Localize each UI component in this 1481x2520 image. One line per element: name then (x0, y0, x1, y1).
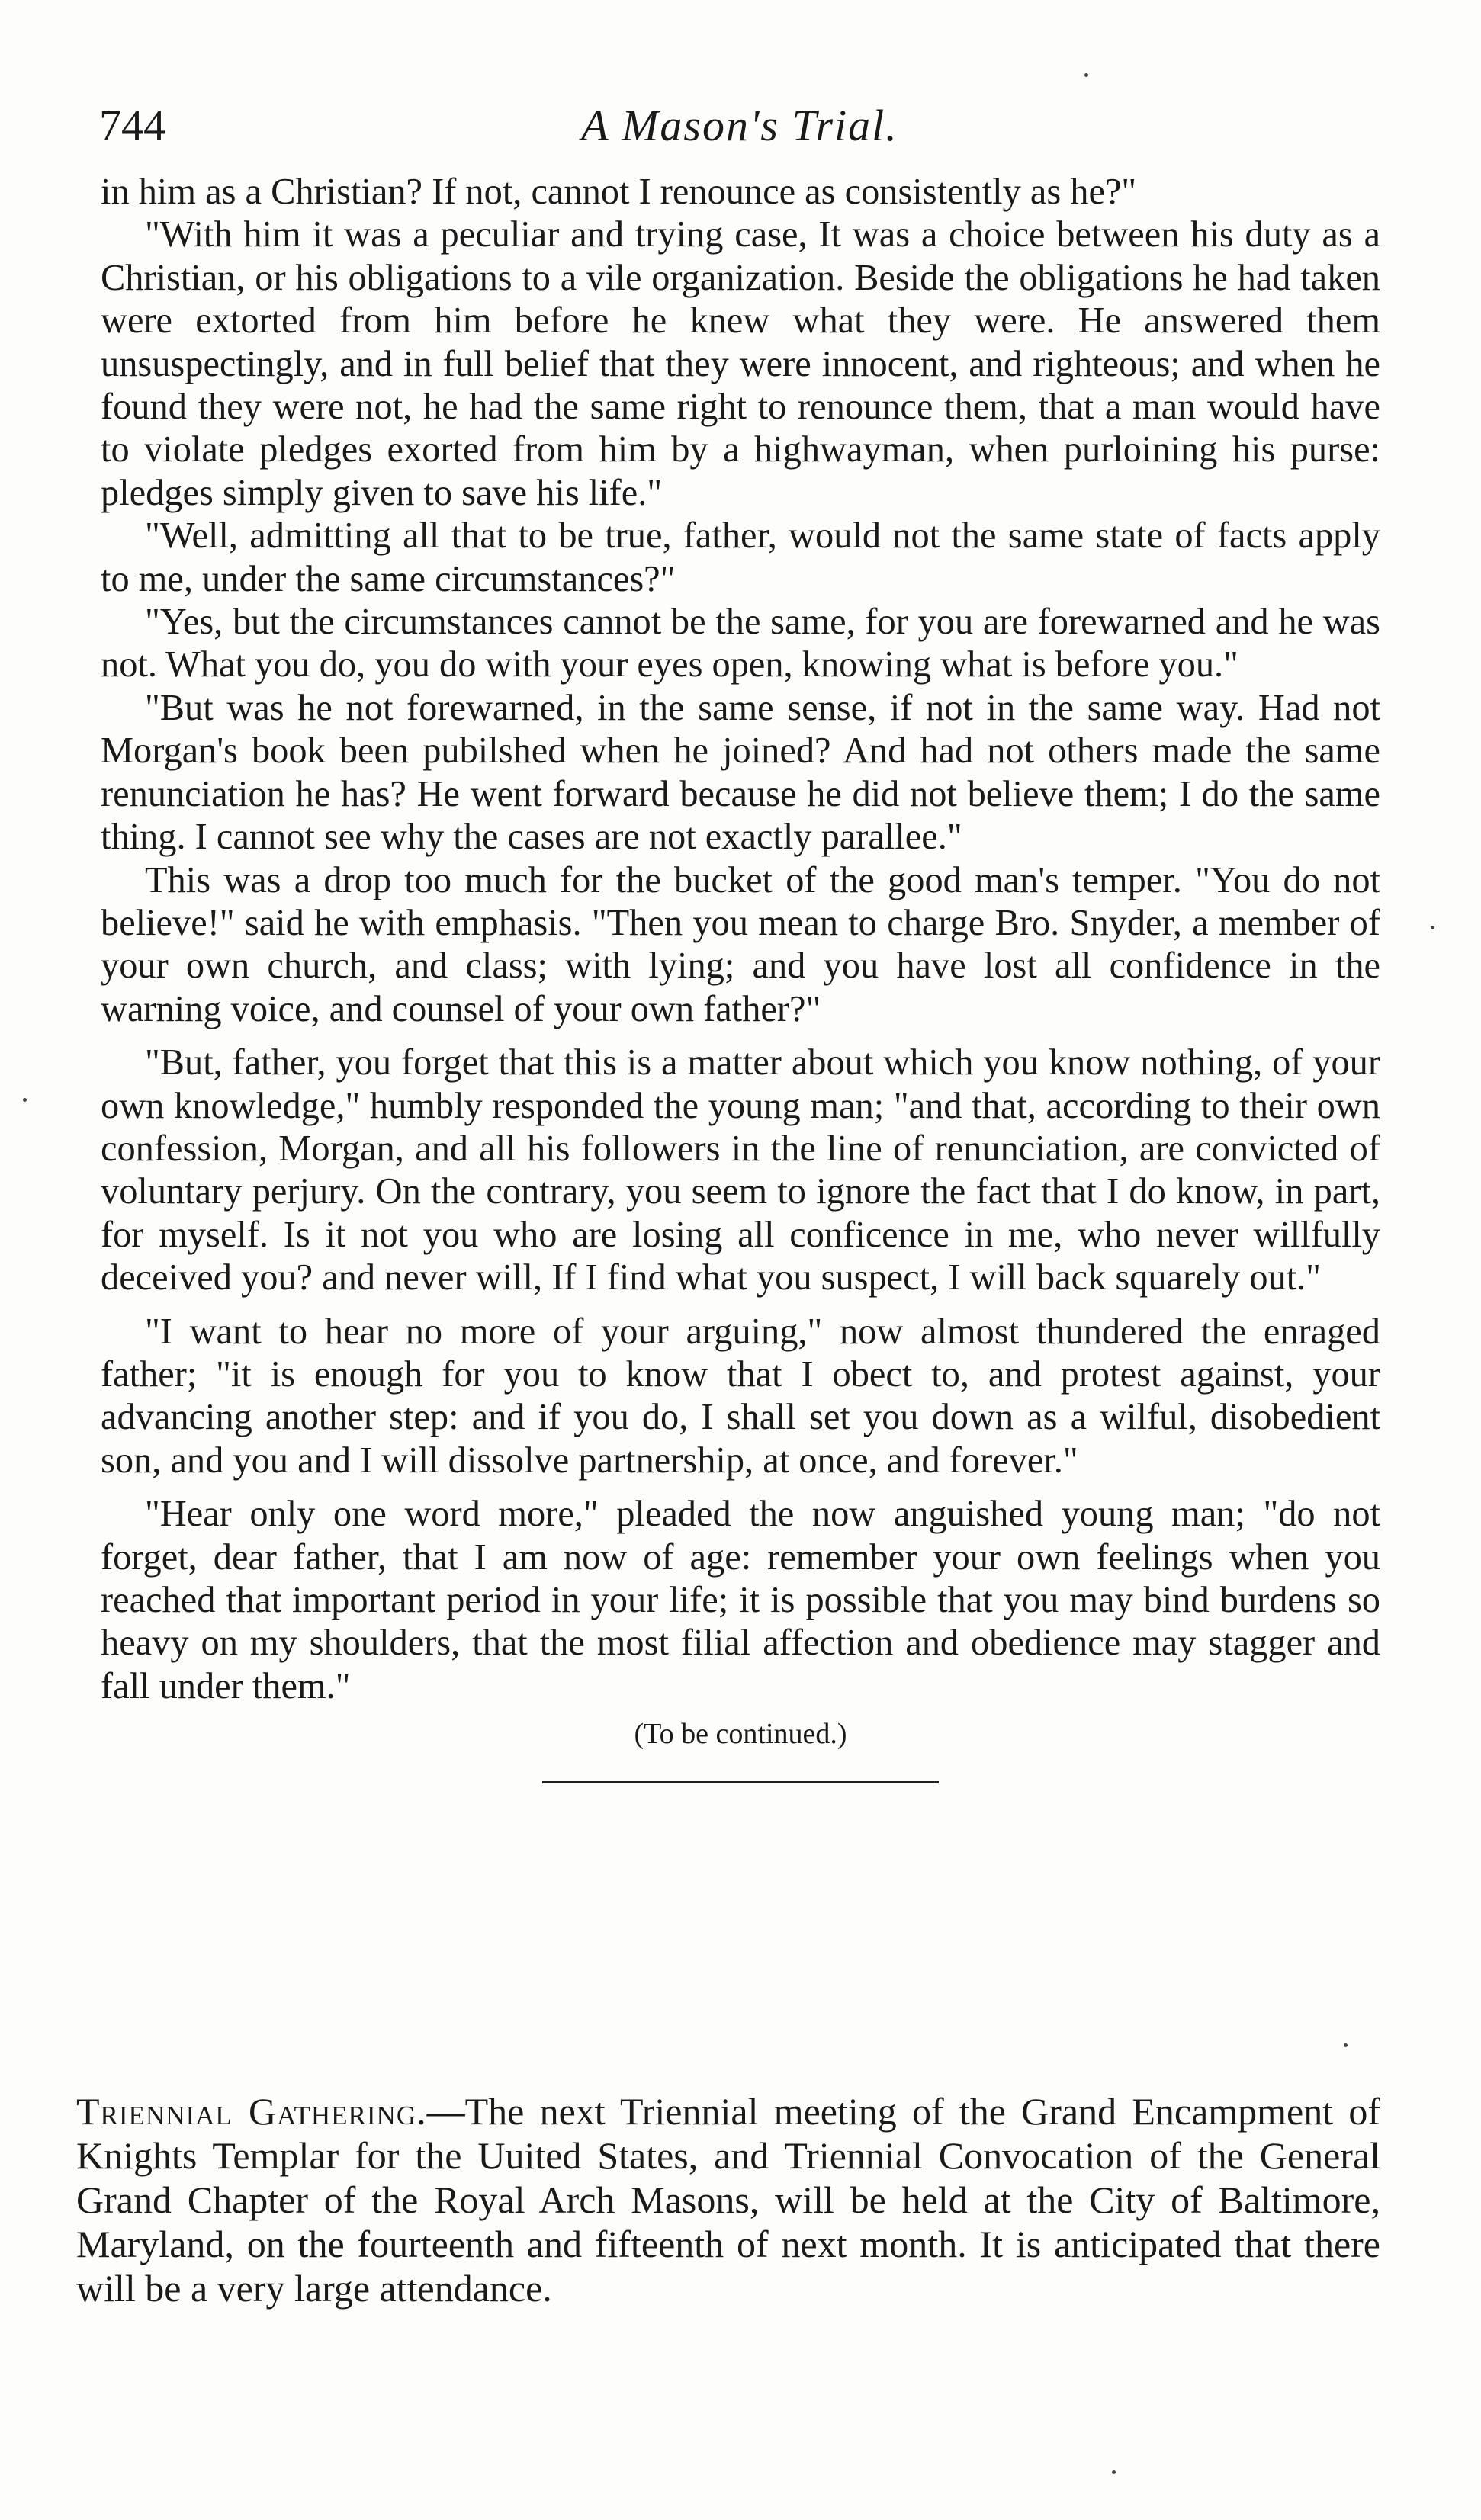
story-paragraph: "Well, admitting all that to be true, father, would not the same state of facts apply to me, under the same circumstances?" (101, 515, 1380, 599)
running-title: A Mason's Trial. (581, 101, 898, 150)
notice-text: —The next Triennial meeting of the Grand Encampment of Knights Templar for the Uuited States, and Triennial Convocation of the General Grand Chapter of the Royal Arch Masons, will be held at the City of Baltimore, Maryland, on the fourteenth and fifteenth of next month. It is anticipated that there will be a very large attendance. (76, 2090, 1380, 2310)
section-divider (542, 1781, 939, 1783)
page-number: 744 (99, 101, 165, 150)
page-header (99, 91, 1380, 160)
story-paragraph: This was a drop too much for the bucket of the good man's temper. "You do not believe!" said he with emphasis. "Then you mean to charge Bro. Snyder, a member of your own church, and class; with lying; and you have lost all confidence in the warning voice, and counsel of your own father?" (101, 859, 1380, 1029)
scan-speck (23, 1098, 27, 1102)
scan-speck (1084, 73, 1088, 77)
story-paragraph: "I want to hear no more of your arguing," now almost thundered the enraged father; "it is enough for you to know that I obect to, and protest against, your advancing another step: and if you do, I shall set you down as a wilful, disobedient son, and you and I will dissolve partnership, at once, and forever." (101, 1311, 1380, 1481)
story-paragraph: in him as a Christian? If not, cannot I renounce as consistently as he?" (101, 172, 1137, 212)
story-paragraph: "Hear only one word more," pleaded the now anguished young man; "do not forget, dear father, that I am now of age: remember your own feelings when you reached that important period in your life; it is possible that you may bind burdens so heavy on my shoulders, that the most filial affection and obedience may stagger and fall under them." (101, 1494, 1380, 1706)
scan-speck (1431, 926, 1434, 929)
triennial-notice (76, 2089, 1380, 2310)
notice-heading: Triennial Gathering. (76, 2090, 427, 2133)
story-paragraph: "But, father, you forget that this is a matter about which you know nothing, of your own knowledge," humbly responded the young man; "and that, according to their own confession, Morgan, and all his followers in the line of renunciation, are convicted of voluntary perjury. On the contrary, you seem to ignore the fact that I do know, in part, for myself. Is it not you who are losing all conficence in me, who never willfully deceived you? and never will, If I find what you suspect, I will back squarely out." (101, 1042, 1380, 1299)
story-paragraph: "Yes, but the circumstances cannot be the same, for you are forewarned and he was not. What you do, you do with your eyes open, knowing what is before you." (101, 602, 1380, 685)
scan-speck (1112, 2470, 1116, 2474)
story-text (101, 171, 1380, 1783)
continued-note: (To be continued.) (634, 1718, 847, 1751)
story-paragraph: "But was he not forewarned, in the same sense, if not in the same way. Had not Morgan's book been pubilshed when he joined? And had not others made the same renunciation he has? He went forward because he did not believe them; I do the same thing. I cannot see why the cases are not exactly parallee." (101, 687, 1380, 858)
scan-speck (1344, 2043, 1348, 2047)
story-paragraph: "With him it was a peculiar and trying case, It was a choice between his duty as a Christian, or his obligations to a vile organization. Beside the obligations he had taken were extorted from him before he knew what they were. He answered them unsuspectingly, and in full belief that they were innocent, and righteous; and when he found they were not, he had the same right to renounce them, that a man would have to violate pledges exorted from him by a highwayman, when purloining his purse: pledges simply given to save his life." (101, 214, 1380, 513)
